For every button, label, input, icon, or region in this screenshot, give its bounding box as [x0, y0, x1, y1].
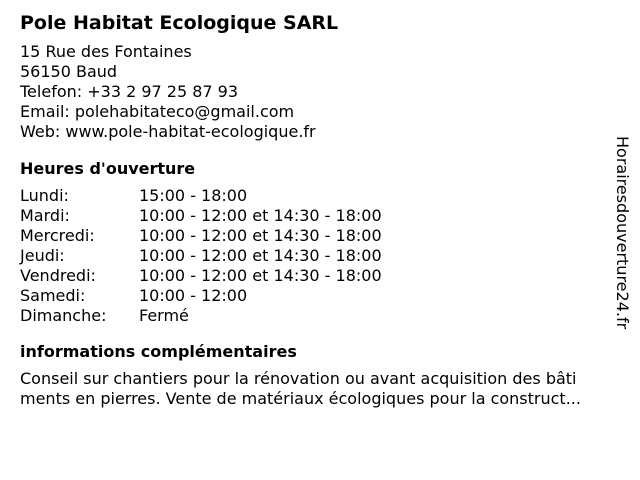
hours-time: 10:00 - 12:00 et 14:30 - 18:00	[139, 206, 382, 225]
phone-line: Telefon: +33 2 97 25 87 93	[20, 82, 239, 101]
hours-time: 10:00 - 12:00 et 14:30 - 18:00	[139, 266, 382, 285]
site-watermark: Horairesdouverture24.fr	[613, 136, 632, 330]
hours-day: Mardi:	[20, 206, 70, 225]
hours-day: Dimanche:	[20, 306, 107, 325]
hours-row-tuesday	[20, 206, 605, 226]
hours-time: 10:00 - 12:00 et 14:30 - 18:00	[139, 226, 382, 245]
hours-row-saturday	[20, 286, 605, 306]
hours-time: Fermé	[139, 306, 189, 325]
hours-row-thursday	[20, 246, 605, 266]
hours-day: Samedi:	[20, 286, 86, 305]
hours-day: Jeudi:	[20, 246, 65, 265]
opening-hours-table	[20, 186, 605, 326]
hours-time: 10:00 - 12:00 et 14:30 - 18:00	[139, 246, 382, 265]
additional-info-heading: informations complémentaires	[20, 342, 297, 361]
hours-row-sunday	[20, 306, 605, 326]
description-line-2: ments en pierres. Vente de matériaux écologiques pour la construct...	[20, 389, 581, 408]
opening-hours-heading: Heures d'ouverture	[20, 159, 196, 178]
hours-row-wednesday	[20, 226, 605, 246]
description-line-1: Conseil sur chantiers pour la rénovation ou avant acquisition des bâti	[20, 369, 577, 388]
hours-row-monday	[20, 186, 605, 206]
hours-time: 10:00 - 12:00	[139, 286, 248, 305]
business-card	[20, 10, 605, 409]
address-street: 15 Rue des Fontaines	[20, 42, 192, 61]
email-line: Email: polehabitateco@gmail.com	[20, 102, 295, 121]
hours-row-friday	[20, 266, 605, 286]
address-city: 56150 Baud	[20, 62, 118, 81]
hours-day: Mercredi:	[20, 226, 95, 245]
hours-day: Vendredi:	[20, 266, 96, 285]
hours-day: Lundi:	[20, 186, 69, 205]
website-line: Web: www.pole-habitat-ecologique.fr	[20, 122, 316, 141]
business-name: Pole Habitat Ecologique SARL	[20, 12, 339, 34]
description-text	[20, 369, 632, 409]
hours-time: 15:00 - 18:00	[139, 186, 248, 205]
